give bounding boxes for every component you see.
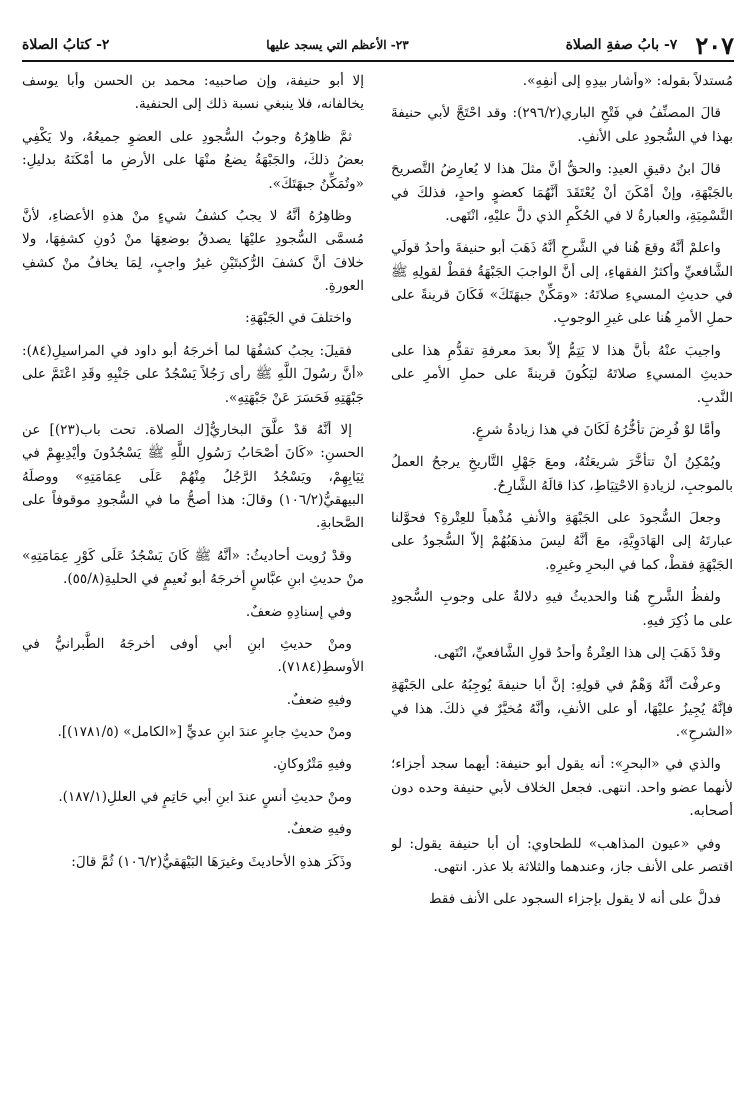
paragraph: وفي «عيون المذاهب» للطحاوي: أن أبا حنيفة يقول: لو اقتصر على الأنف جاز، وعندهما والثلاثة بلا عذر. انتهى.	[391, 835, 733, 875]
paragraph: وقدْ ذَهَبَ إلى هذا العِتْرةُ وأحدُ قولِ الشَّافعيِّ، انْتَهى.	[433, 644, 721, 661]
paragraph: ومنْ حديثِ أنسٍ عندَ ابنِ أبي حَاتِمٍ في العللِ(١٨٧/١).	[58, 788, 352, 805]
paragraph: وفيهِ مَتْرُوكانِ.	[272, 756, 352, 773]
paragraph: وجعلَ السُّجودَ على الجَبْهَةِ والأنفِ مُذْهباً للعِتْرةِ؟ فحوَّلنا عبارتَهُ إلى الهَادَوِيَّةِ، معَ أنَّهُ ليسَ مذهَبُهُمْ إلاّ السُّجودُ على الجَبْهَةِ فقطْ، كما في البحرِ وغيرِهِ.	[391, 510, 733, 573]
paragraph: وظاهِرُهُ أنَّهُ لا يجبُ كشفُ شيءٍ منْ هذهِ الأعضاءِ، لأنَّ مُسمَّى السُّجودِ عليْهَا يصدقُ بوضعِهَا منْ دُونِ كشفِهَا، ولا خلافَ أنَّ كشفَ الرُّكبتَيْنِ غيرُ واجبٍ، لِمَا يخافُ منْ كشفِ العورةِ.	[22, 207, 364, 294]
paragraph: وفيهِ ضعفٌ.	[286, 691, 352, 708]
book-title: ٢- كتابُ الصلاة	[22, 37, 110, 53]
paragraph: ولفظُ الشَّرحِ هُنا والحديثُ فيهِ دلالةٌ على وجوبِ السُّجودِ على ما ذُكِرَ فيهِ.	[391, 589, 733, 629]
section-title: ٢٣- الأعظم التي يسجد عليها	[266, 38, 409, 52]
paragraph: وذَكَرَ هذهِ الأحاديثَ وغيرَهَا البَيْهَقيُّ(١٠٦/٢) ثُمَّ قالَ:	[71, 853, 352, 870]
paragraph: وفيهِ ضعفٌ.	[286, 821, 352, 838]
paragraph: وقدْ رُويت أحاديثُ: «أنَّهُ ﷺ كَانَ يَسْجُدُ عَلَى كَوْرِ عِمَامَتِهِ» منْ حديثِ ابنِ عبَّاسٍ أخرجَهُ أبو نُعيمٍ في الحليةِ(٥٥/٨).	[22, 547, 364, 588]
page-header	[22, 30, 734, 62]
paragraph: فقيلَ: يجبُ كشفُهَا لما أخرجَهُ أبو داود في المراسيلِ(٨٤): «أنَّ رسُولَ اللَّهِ ﷺ رأى رَجُلاً يَسْجُدُ على جَنْبِهِ وقَدِ اعْتَمَّ على جَبْهَتِهِ فَحَسَرَ عَنْ جَبْهَتِهِ».	[22, 342, 364, 406]
paragraph: وأمَّا لوْ فُرِضَ تأخُّرُهُ لَكَانَ في هذا زيادةُ شرعٍ.	[471, 421, 721, 438]
paragraph: فدلَّ على أنه لا يقول بإجزاء السجود على الأنف فقط	[428, 891, 721, 908]
paragraph: ومنْ حديثِ ابنِ أبي أوفى أخرجَهُ الطَّبرانيُّ في الأوسطِ(٧١٨٤).	[22, 635, 364, 676]
page-number: ٢٠٧	[695, 30, 734, 60]
paragraph: والذي في «البحرِ»: أنه يقول أبو حنيفة: أيهما سجد أجزاء؛ لأنهما عضو واحد. انتهى. فجعل الخلاف لأبي حنيفة وحده دون أصحابه.	[391, 756, 733, 820]
paragraph: مُستدلاً بقوله: «وأشار بيدِهِ إلى أنفِهِ».	[522, 73, 733, 89]
paragraph: قالَ ابنُ دقيقِ العيدِ: والحقُّ أنَّ مثلَ هذا لا يُعارِضُ التَّصريحَ بالجَبْهَةِ، وإنْ أمْكَنَ أنْ يُعْتَقَدَ أنَّهُمَا كعضوٍ واحدٍ، فذلكَ في التَّسْمِيَةِ، والعبارةُ لا في الحُكْمِ الذي دلَّ عليْهِ، انْتَهى.	[391, 161, 733, 224]
paragraph: واعلمْ أنَّهُ وقعَ هُنا في الشَّرحِ أنَّهُ ذَهَبَ أبو حنيفةَ وأحدُ قولَي الشَّافعيِّ وأكثرُ الفقهاءِ، إلى أنَّ الواجبَ الجَبْهَةُ فقطْ لقولِهِ ﷺ في حديثِ المسيءِ صلاتَهُ: «ومَكِّنْ جبهَتَكَ» فَكَانَ قرينةً على حملِ الأمرِ هُنا على غيرِ الوجوبِ.	[391, 240, 733, 327]
paragraph: إلا أنَّهُ قدْ علَّقَ البخاريُّ[ك الصلاة. تحت باب(٢٣)] عن الحسنِ: «كَانَ أصْحَابُ رَسُولِ اللَّهِ ﷺ يَسْجُدُونَ وأيْدِيهِمْ في ثِيَابِهِمْ، ويَسْجُدُ الرَّجُلُ مِنْهُمْ عَلَى عِمَامَتِهِ» ووصلَهُ البيهقيُّ(١٠٦/٢) وقالَ: هذا أصحُّ ما في السُّجودِ موقوفاً على الصَّحابةِ.	[22, 421, 364, 532]
paragraph: ومنْ حديثِ جابرٍ عندَ ابنِ عديٍّ [«الكامل» (١٧٨١/٥)].	[57, 724, 352, 740]
paragraph: واجيبَ عنْهُ بأنَّ هذا لا يَتِمُّ إلاّ بعدَ معرفةِ تقدُّمِ هذا على حديثِ المسيءِ صلاتَهُ ليَكُونَ قرينةً على حملِ الأمرِ على النَّدبِ.	[391, 342, 733, 406]
paragraph: ويُمْكِنُ أنْ تتأخَّرَ شريعَتُهُ، ومعَ جَهْلِ التَّاريخِ يرجحُ العملُ بالموجبِ، لزيادةِ الاحْتِيَاطِ، كذا قالَهُ الشَّارِحُ.	[391, 454, 733, 494]
paragraph: إلا أبو حنيفة، وإن صاحبيه: محمد بن الحسن وأبا يوسف يخالفانه، فلا ينبغي نسبة ذلك إلى الحنفية.	[22, 73, 364, 113]
paragraph: واختلفَ في الجَبْهَةِ:	[245, 310, 352, 327]
paragraph: ثمَّ ظاهِرُهُ وجوبُ السُّجودِ على العضوِ جميعُهُ، ولا يَكْفِي بعضُ ذلكَ، والجَبْهَةُ يضعُ منْهَا على الأرضِ ما أمْكَنَهُ بدليلِ: «وتُمَكِّنُ جبهَتَكَ».	[22, 128, 364, 192]
paragraph: وفي إسنادِهِ ضعفٌ.	[245, 603, 352, 620]
chapter-title: ٧- بابُ صفةِ الصلاة	[565, 37, 678, 53]
left-column	[22, 70, 364, 1090]
paragraph: وعرفْتَ أنَّهُ وَهْمٌ في قولِهِ: إنَّ أبا حنيفةَ يُوجِبُهُ على الجَبْهَةِ فإنَّهُ يُجِيزُ عليْهَا، أو على الأنفِ، وأنَّهُ مُخيَّرٌ في ذلكَ. هذا في «الشرحِ».	[391, 677, 733, 740]
right-column	[391, 70, 733, 1090]
paragraph: قالَ المصنِّفُ في فَتْحِ الباري(٢٩٦/٢): وقد احْتَجَّ لأبي حنيفةَ بهذا في السُّجودِ على الأنفِ.	[391, 105, 733, 145]
